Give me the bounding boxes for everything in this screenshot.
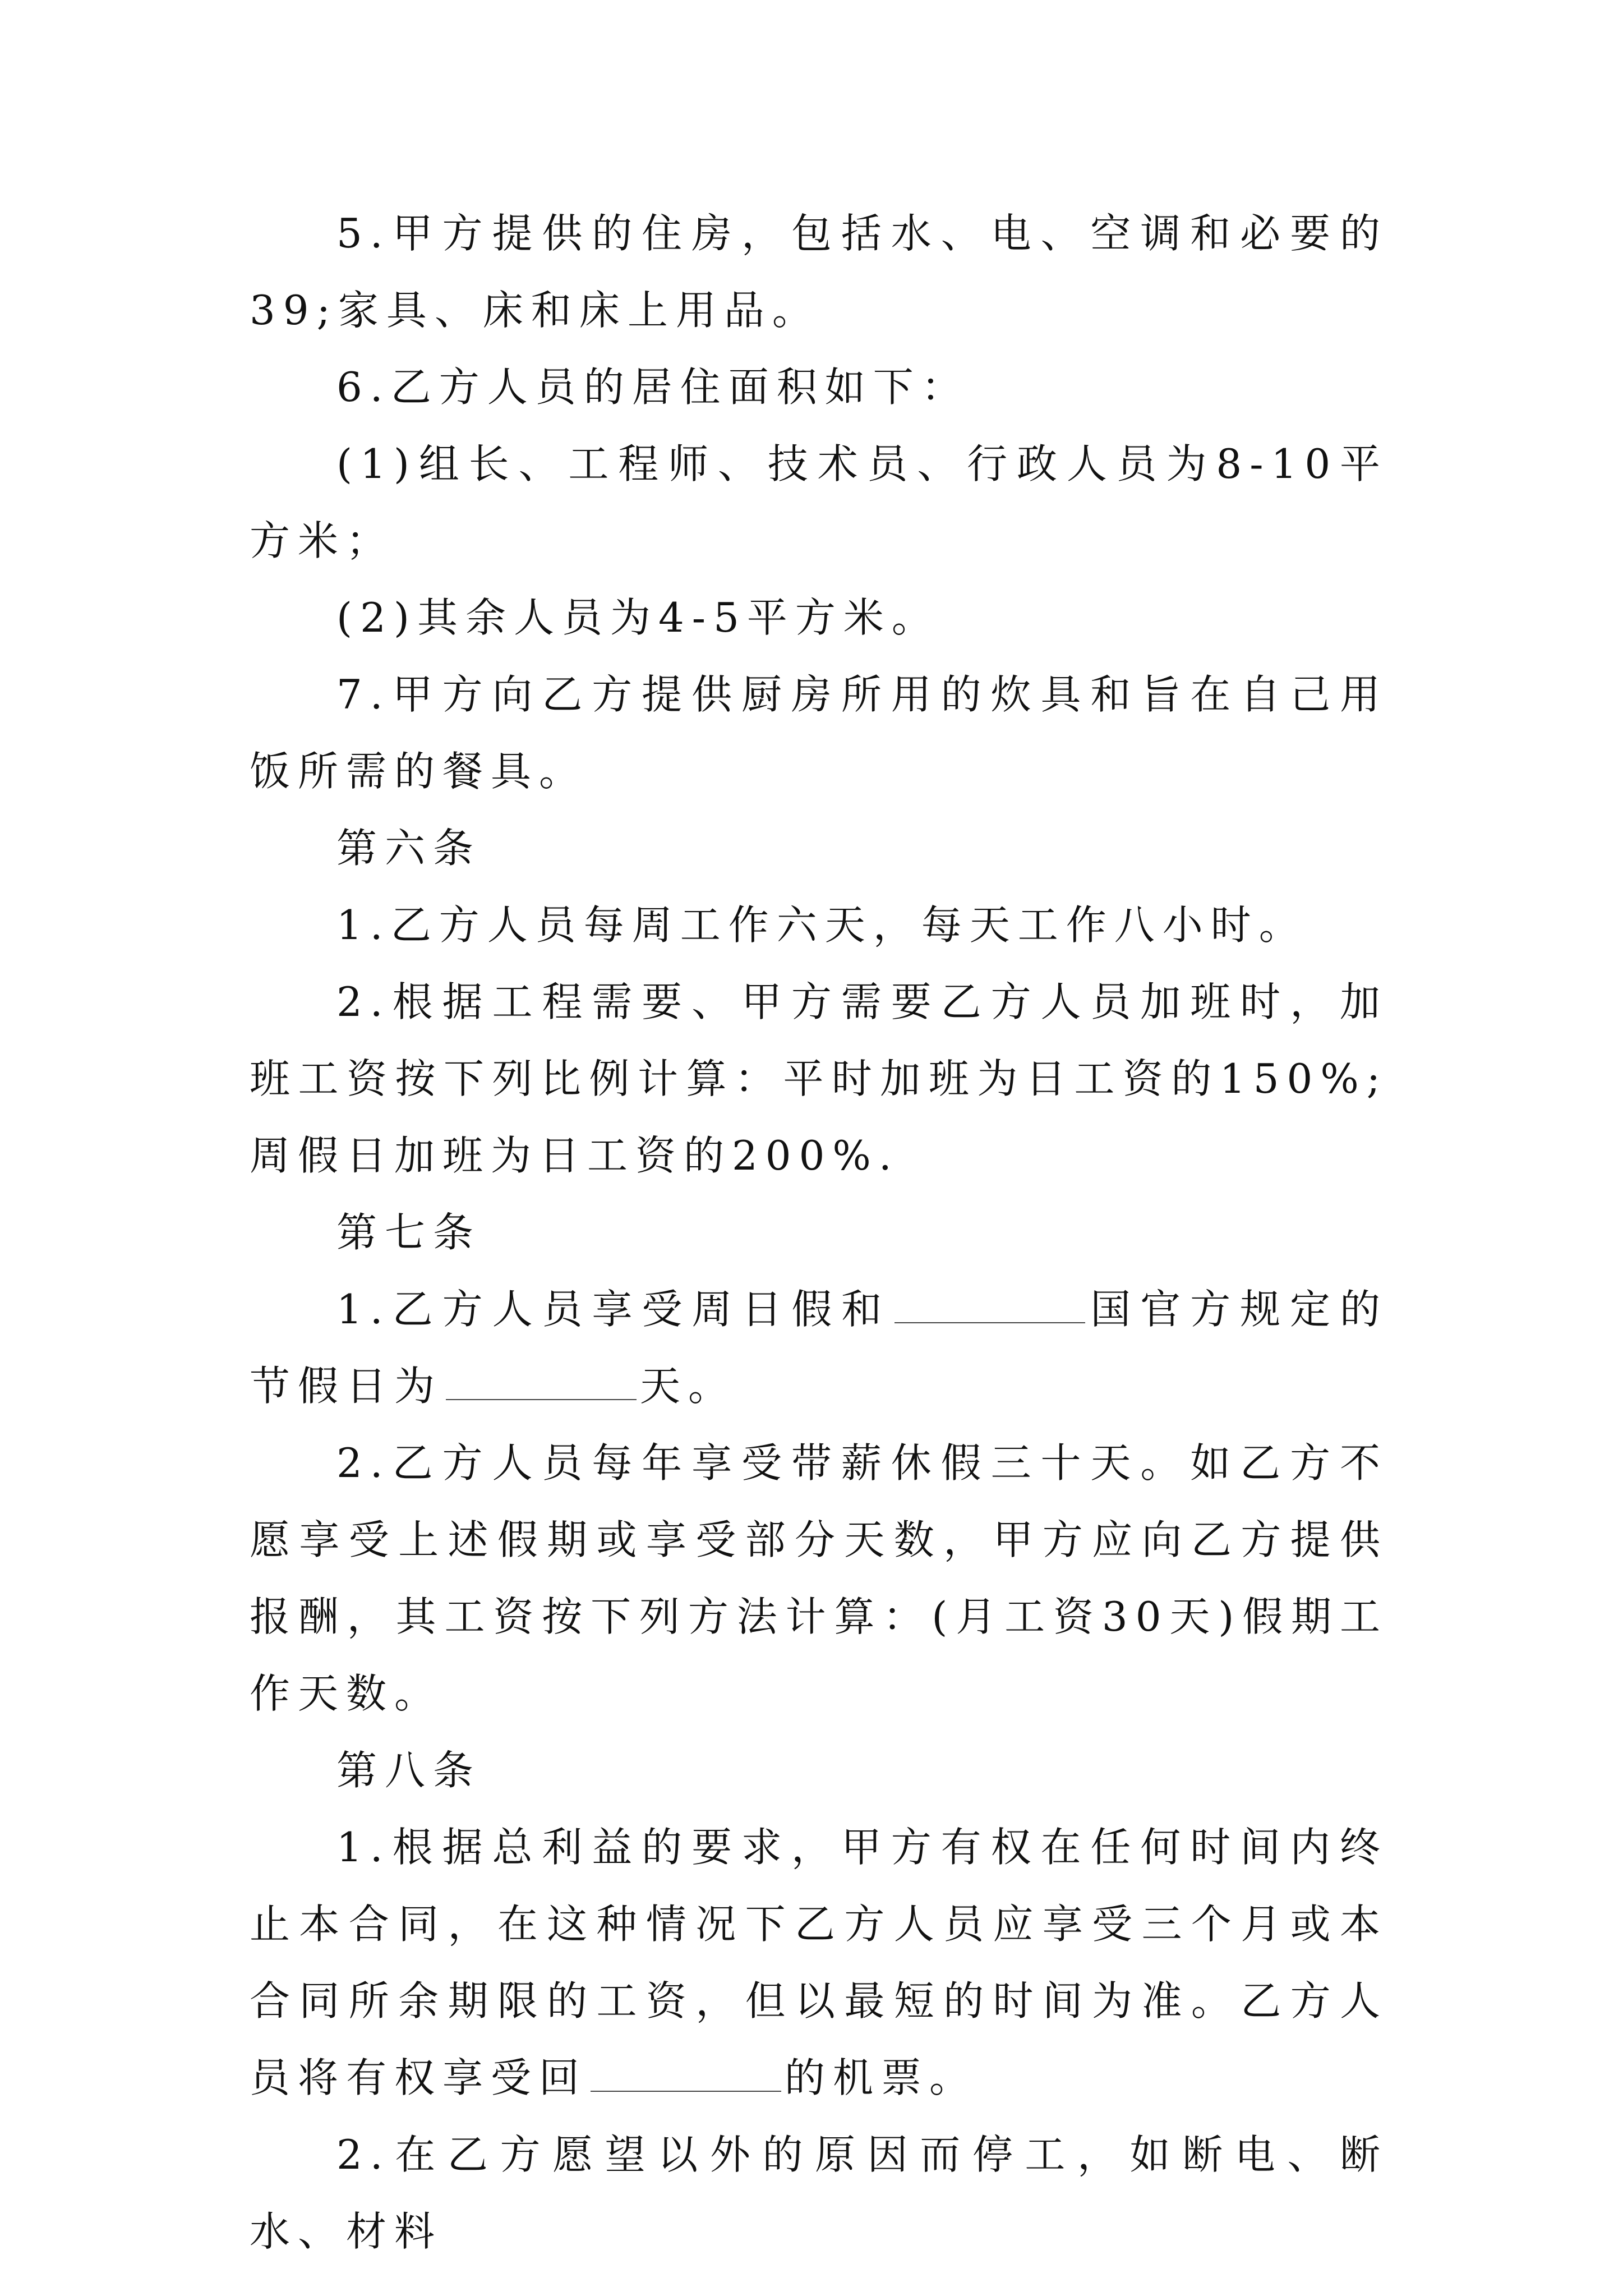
- article-8-clause-2: 2.在乙方愿望以外的原因而停工，如断电、断水、材料: [250, 2131, 1388, 2255]
- article-6-heading: 第六条: [336, 825, 482, 872]
- fill-in-blank-destination[interactable]: [591, 2057, 781, 2092]
- paragraph-6-item-1: (1)组长、工程师、技术员、行政人员为8-10平方米；: [250, 440, 1388, 564]
- paragraph-6-item-2: (2)其余人员为4-5平方米。: [336, 594, 940, 641]
- fill-in-blank-country[interactable]: [895, 1289, 1085, 1323]
- paragraph-7: 7.甲方向乙方提供厨房所用的炊具和旨在自己用饭所需的餐具。: [250, 671, 1388, 795]
- article-7-heading: 第七条: [336, 1209, 482, 1256]
- article-8-clause-1: [250, 1809, 1388, 2116]
- article-6-clause-1: 1.乙方人员每周工作六天，每天工作八小时。: [336, 901, 1307, 949]
- article-7-clause-1-text-c: 天。: [640, 1363, 737, 1410]
- paragraph-5: 5.甲方提供的住房，包括水、电、空调和必要的39;家具、床和床上用品。: [250, 210, 1388, 334]
- article-8-clause-1-text-b: 的机票。: [785, 2054, 978, 2101]
- article-7-clause-2: 2.乙方人员每年享受带薪休假三十天。如乙方不愿享受上述假期或享受部分天数，甲方应向乙方提供报酬，其工资按下列方法计算：(月工资30天)假期工作天数。: [250, 1439, 1388, 1717]
- fill-in-blank-days[interactable]: [446, 1365, 637, 1400]
- article-7-clause-1-text-a: 1.乙方人员享受周日假和: [336, 1286, 892, 1333]
- article-7-clause-1-text-b: 国官方规定的节假日为: [250, 1286, 1388, 1410]
- document-body: [250, 195, 1388, 2270]
- article-7-clause-1: [250, 1271, 1388, 1425]
- article-6-clause-2: 2.根据工程需要、甲方需要乙方人员加班时，加班工资按下列比例计算：平时加班为日工资的150%;周假日加班为日工资的200%.: [250, 978, 1388, 1179]
- paragraph-6: 6.乙方人员的居住面积如下：: [336, 364, 970, 411]
- article-8-heading: 第八条: [336, 1747, 482, 1794]
- article-8-clause-1-text-a: 1.根据总利益的要求，甲方有权在任何时间内终止本合同，在这种情况下乙方人员应享受三个月或本合同所余期限的工资，但以最短的时间为准。乙方人员将有权享受回: [250, 1824, 1388, 2101]
